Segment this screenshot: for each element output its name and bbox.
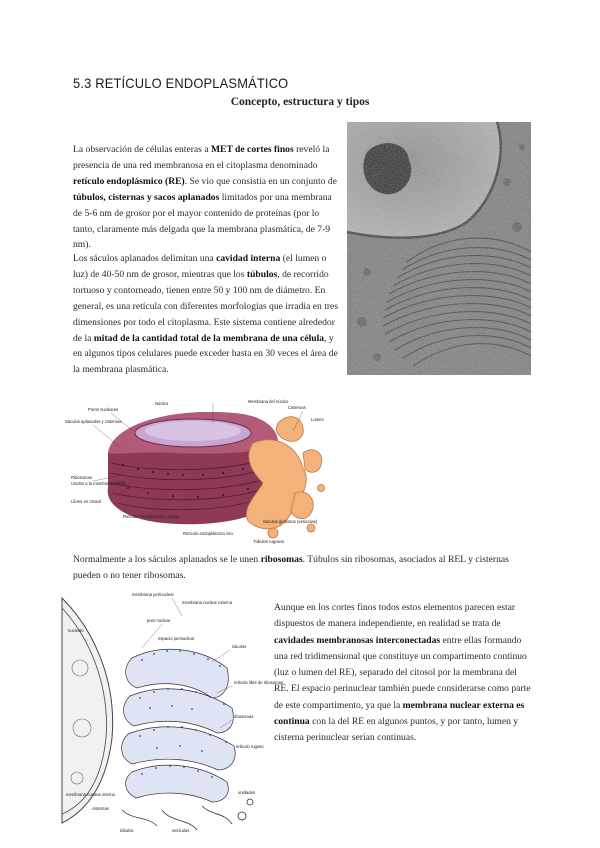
fig3-label-cisterns: cisternas bbox=[92, 806, 109, 811]
paragraph-4 bbox=[274, 600, 532, 747]
fig2-label-cisternae: Cisternas bbox=[288, 405, 306, 410]
fig2-label-nucleus: Núcleo bbox=[155, 401, 169, 406]
er-3d-svg bbox=[63, 393, 338, 545]
p2-text-4: , y en algunos tipos celulares puede exceder hasta en 30 veces el área de la membrana plasmática. bbox=[73, 332, 338, 376]
fig3-label-tubules: túbulos bbox=[120, 828, 134, 833]
fig3-label-nuclear-pore: poro nuclear bbox=[147, 618, 171, 623]
paragraph-2 bbox=[73, 251, 341, 378]
p3-text-1: Normalmente a los sáculos aplanados se le unen bbox=[73, 554, 261, 565]
p2-bold-3: mitad de la cantidad total de la membrana de una célula bbox=[93, 332, 325, 344]
em-micrograph-image bbox=[347, 122, 531, 375]
fig3-label-rer-lumen: retículo libre de ribosomas bbox=[234, 680, 284, 685]
fig2-label-tubules: Túbulos rugosos bbox=[253, 539, 284, 544]
p4-text-2: entre ellas formando una red tridimensional que constituye un compartimento continuo (luz o lumen del RE), separado del citosol por la membrana del RE. El espacio perinuclear también puede considerarse como parte de este compartimento, ya que la bbox=[274, 634, 531, 711]
p2-bold-2: túbulos bbox=[246, 268, 278, 280]
fig3-label-sacs: sáculos bbox=[232, 644, 247, 649]
fig3-label-vesicles: vesículas bbox=[172, 828, 190, 833]
fig2-label-ribosomes: Ribosomas bbox=[71, 475, 92, 480]
fig3-label-envelope: membrana perinuclear bbox=[132, 592, 174, 597]
p3-bold-1: ribosomas bbox=[260, 554, 303, 565]
fig3-label-outer: membrana nuclear externa bbox=[182, 600, 233, 605]
fig3-label-inner: membrana nuclear interna bbox=[66, 792, 115, 797]
er-drawing-svg bbox=[62, 588, 284, 835]
fig2-label-ribosomes-note: Unidos a la membrana (RER) bbox=[71, 481, 126, 486]
p1-text-2: reveló la presencia de una red membranosa en el citoplasma denominado bbox=[73, 144, 330, 171]
p4-bold-2: membrana nuclear externa es continua bbox=[274, 699, 525, 728]
fig2-label-ser: Retículo endoplásmico liso bbox=[183, 531, 233, 536]
p2-text-3: , de recorrido tortuoso y contorneado, tienen entre 50 y 100 nm de diámetro. En general, es una retícula con diferentes morfologías que irradia en tres dimensiones por todo el citoplasma. Este sistema contiene alrededor de la bbox=[73, 268, 339, 344]
p1-bold-2: retículo endoplásmico (RE) bbox=[73, 175, 185, 187]
subtitle-text: Concepto, estructura y tipos bbox=[230, 96, 370, 108]
fig3-label-rer: retículo rugoso bbox=[236, 744, 264, 749]
p2-text-1: Los sáculos aplanados delimitan una bbox=[73, 253, 217, 264]
p1-bold-1: MET de cortes finos bbox=[210, 144, 294, 155]
er-line-drawing bbox=[62, 588, 284, 835]
p1-text-4: limitados por una membrana de 5-6 nm de grosor por el mayor contenido de proteínas (por lo tanto, claramente más delgada que la membrana plasmática, de 7-9 nm). bbox=[73, 191, 332, 251]
fig2-label-rough-sacs: Sáculos aplanados y cisternas bbox=[65, 419, 122, 424]
fig2-label-pores: Poros nucleares bbox=[88, 407, 119, 412]
fig2-label-lumen: Lumen bbox=[311, 417, 324, 422]
fig2-label-envelope: Membrana del núcleo bbox=[248, 399, 289, 404]
fig2-label-free-ribosomes: Libres en citosol bbox=[71, 499, 102, 504]
micrograph-svg bbox=[347, 122, 531, 375]
fig3-label-fixed: unidades bbox=[238, 790, 255, 795]
p3-text-2: . Túbulos sin ribosomas, asociados al REL y cisternas pueden o no tener ribosomas. bbox=[73, 554, 509, 581]
fig3-label-perinuclear: espacio perinuclear bbox=[158, 636, 195, 641]
p1-text-1: La observación de células enteras a bbox=[73, 144, 211, 155]
p4-bold-1: cavidades membranosas interconectadas bbox=[274, 634, 441, 646]
paragraph-3 bbox=[73, 552, 528, 584]
fig3-label-ribosomes: ribosomas bbox=[234, 714, 254, 719]
fig3-label-nucleolus: nucleolo bbox=[68, 628, 84, 633]
er-3d-diagram bbox=[63, 393, 338, 545]
p2-bold-1: cavidad interna bbox=[216, 253, 281, 264]
p4-text-1: Aunque en los cortes finos todos estos elementos parecen estar dispuestos de manera independiente, en realidad se trata de bbox=[274, 602, 516, 630]
section-title: 5.3 RETÍCULO ENDOPLASMÁTICO bbox=[73, 75, 289, 91]
p2-text-2: (el lumen o luz) de 40-50 nm de grosor, mientras que los bbox=[73, 253, 327, 280]
paragraph-1 bbox=[73, 142, 341, 253]
section-subtitle bbox=[0, 96, 600, 108]
p4-text-3: con la del RE en algunos puntos, y por tanto, lumen y cisterna perinuclear serían continuas. bbox=[274, 716, 519, 744]
p1-bold-3: túbulos, cisternas y sacos aplanados bbox=[73, 191, 220, 203]
fig2-label-rer: Retículo endoplásmico rugoso bbox=[123, 514, 180, 519]
fig2-label-vesicles: Sáculos globosos (vesículas) bbox=[263, 519, 318, 524]
p1-text-3: . Se vio que consistía en un conjunto de bbox=[184, 175, 337, 187]
